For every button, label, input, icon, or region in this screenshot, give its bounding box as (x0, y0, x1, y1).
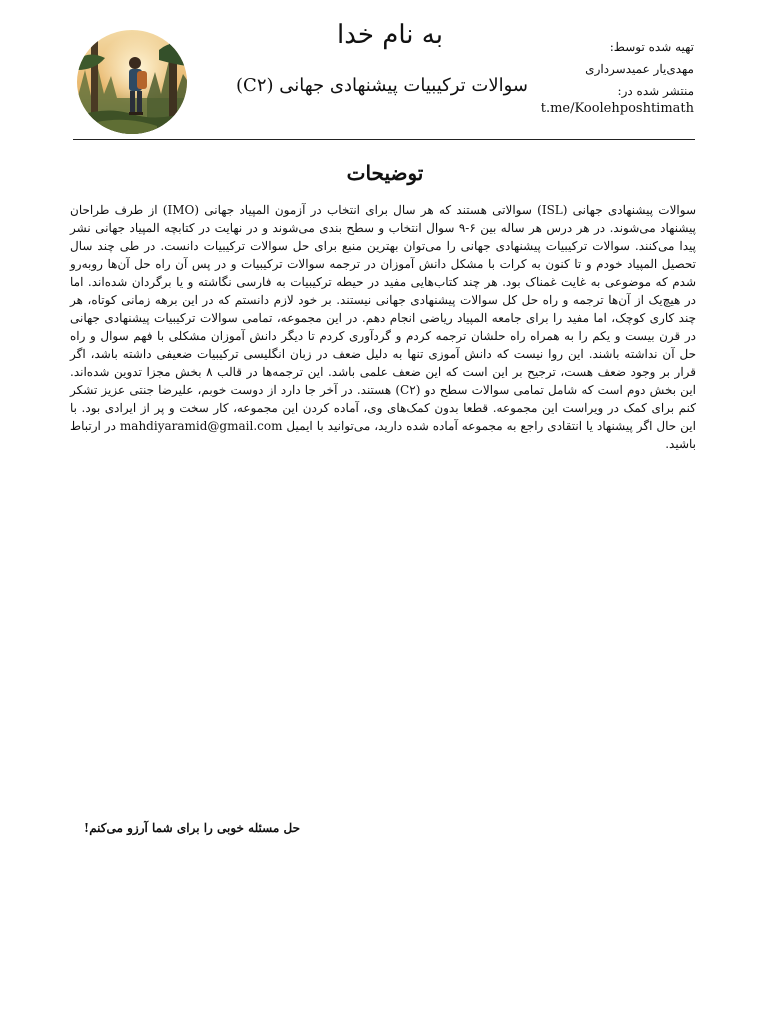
author-name: مهدی‌یار عمیدسرداری (585, 62, 694, 76)
document-heading: به نام خدا (337, 20, 443, 50)
published-in-label: منتشر شده در: (617, 84, 694, 98)
hiker-forest-logo-icon (77, 30, 187, 134)
section-heading: توضیحات (346, 161, 424, 185)
description-paragraph: سوالات پیشنهادی جهانی (ISL) سوالاتی هستند که هر سال برای انتخاب در آزمون المپیاد جهانی (IMO) از طرف طراحان پیشنهاد می‌شوند. در هر درس هر ساله بین ۶-۹ سوال انتخاب و سطح بندی می‌شوند و در نهایت در کتابچه المپیاد جهانی نشر پیدا می‌کنند. سوالات ترکیبیات پیشنهادی جهانی را می‌توان بهترین منبع برای حل سوالات ترکیبیات دانست. در طی چند سال تحصیل المپیاد خودم و تا کنون به کرات با مشکل دانش آموزان در ترجمه سوالات ترکیبیات و در پس آن راه حل آن‌ها روبه‌رو شدم که موضوعی به غایت غمناک بود. هر چند کتاب‌هایی مفید در حیطه ترکیبیات به فارسی نگاشته و یا برگردان شده‌اند. اما در هیچ‌یک از آن‌ها ترجمه و راه حل کل سوالات پیشنهادی جهانی نیستند. بر خود لازم دانستم که در این برهه زمانی کوتاه، هر چند کاری کوچک، اما مفید را برای جامعه المپیاد ریاضی انجام دهم. در این مجموعه، تمامی سوالات ترکیبیات پیشنهادی جهانی در قرن بیست و یکم را به همراه راه حلشان ترجمه کردم و گردآوری کردم تا دیگر دانش آموزان مشکلی با فهم سوال و راه حل آن نداشته باشند. این روا نیست که دانش آموزی تنها به دلیل ضعف در زبان انگلیسی ترکیبیات ضعیفی داشته باشد، اگر قرار بر وجود ضعف هست، ترجیح بر این است که این ضعف علمی باشد. این ترجمه‌ها در قالب ۸ بخش مجزا تدوین شده‌اند. این بخش دوم است که شامل تمامی سوالات سطح دو (C۲) هستند. در آخر جا دارد از دوست خوبم، علیرضا جنتی عزیز تشکر کنم برای کمک در ویراست این مجموعه. قطعا بدون کمک‌های وی، آماده کردن این مجموعه، کار سخت و پر از ایرادی بود. با این حال اگر پیشنهاد یا انتقادی راجع به مجموعه آماده شده دارید، می‌توانید با ایمیل mahdiyaramid@gmail.com در ارتباط باشید. (70, 203, 697, 451)
document-meta (494, 38, 694, 118)
closing-wish: حل مسئله خوبی را برای شما آرزو می‌کنم! (83, 821, 300, 835)
header-divider (73, 139, 695, 140)
telegram-channel-link[interactable]: t.me/Koolehposhtimath (540, 101, 694, 116)
document-title: سوالات ترکیبیات پیشنهادی جهانی (C۲) (236, 75, 528, 96)
prepared-by-label: تهیه شده توسط: (609, 40, 694, 54)
